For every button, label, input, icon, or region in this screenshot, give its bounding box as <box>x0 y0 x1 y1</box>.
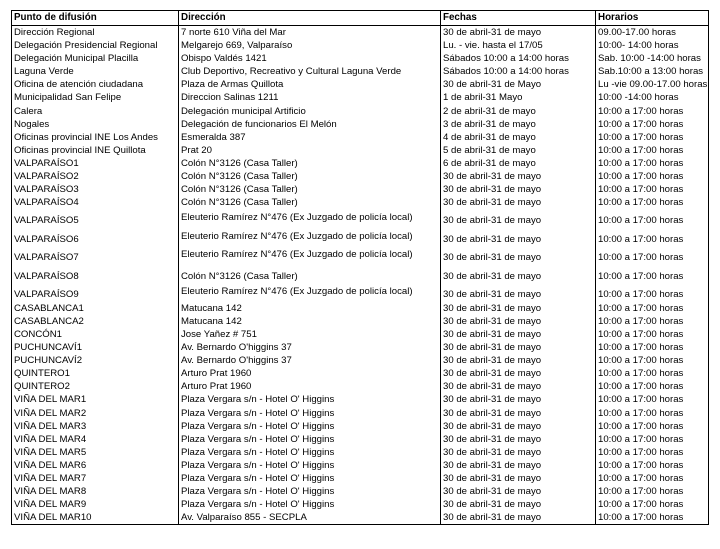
cell-horarios: 10:00 a 17:00 horas <box>598 394 684 406</box>
cell-horarios: 10:00 a 17:00 horas <box>598 433 684 445</box>
table-row <box>11 367 709 380</box>
table-row <box>11 183 709 196</box>
cell-direccion: Plaza Vergara s/n - Hotel O' Higgins <box>179 498 441 511</box>
cell-direccion: Matucana 142 <box>179 302 441 315</box>
cell-fechas: 30 de abril-31 de mayo <box>441 420 596 433</box>
cell-punto: VALPARAÍSO6 <box>12 228 179 247</box>
cell-direccion: Av. Valparaíso 855 - SECPLA <box>179 511 441 524</box>
cell-direccion: Arturo Prat 1960 <box>179 380 441 393</box>
table-row <box>11 380 709 393</box>
cell-direccion: Prat 20 <box>179 144 441 157</box>
cell-punto: VALPARAÍSO1 <box>12 157 179 170</box>
cell-horarios: 10:00 a 17:00 horas <box>598 381 684 393</box>
cell-fechas: 30 de abril-31 de mayo <box>441 328 596 341</box>
cell-direccion: Delegación municipal Artificio <box>179 105 441 118</box>
cell-horarios: 10:00 a 17:00 horas <box>598 355 684 367</box>
table-row <box>11 265 709 284</box>
cell-punto: Municipalidad San Felipe <box>12 91 179 104</box>
cell-fechas: 30 de abril-31 de mayo <box>441 228 596 247</box>
table-row <box>11 246 709 265</box>
cell-horarios: 09.00-17.00 horas <box>598 27 676 38</box>
cell-horarios: 10:00 a 17:00 horas <box>598 131 684 143</box>
cell-punto: Oficina de atención ciudadana <box>12 78 179 91</box>
header-punto: Punto de difusión <box>12 11 179 25</box>
cell-direccion: Colón N°3126 (Casa Taller) <box>179 265 441 284</box>
cell-fechas: 30 de abril-31 de mayo <box>441 209 596 228</box>
cell-punto: CONCÓN1 <box>12 328 179 341</box>
cell-punto: VALPARAÍSO7 <box>12 246 179 265</box>
cell-punto: VALPARAÍSO5 <box>12 209 179 228</box>
cell-fechas: 30 de abril-31 de mayo <box>441 315 596 328</box>
table-row <box>11 446 709 459</box>
cell-direccion: Plaza Vergara s/n - Hotel O' Higgins <box>179 446 441 459</box>
cell-fechas: Sábados 10:00 a 14:00 horas <box>441 52 596 65</box>
cell-punto: VALPARAÍSO3 <box>12 183 179 196</box>
cell-horarios: 10:00 a 17:00 horas <box>598 233 684 245</box>
cell-direccion: Eleuterio Ramírez N°476 (Ex Juzgado de policía local) <box>179 228 441 247</box>
cell-direccion: Av. Bernardo O'higgins 37 <box>179 354 441 367</box>
cell-fechas: Lu. - vie. hasta el 17/05 <box>441 39 596 52</box>
table-row <box>11 170 709 183</box>
cell-fechas: 30 de abril-31 de mayo <box>441 302 596 315</box>
cell-direccion: Plaza Vergara s/n - Hotel O' Higgins <box>179 485 441 498</box>
cell-horarios: 10:00 a 17:00 horas <box>598 171 684 183</box>
table-row <box>11 52 709 65</box>
cell-fechas: 6 de abril-31 de mayo <box>441 157 596 170</box>
cell-direccion: Delegación de funcionarios El Melón <box>179 118 441 131</box>
table-row <box>11 209 709 228</box>
cell-punto: VIÑA DEL MAR5 <box>12 446 179 459</box>
cell-fechas: 30 de abril-31 de mayo <box>441 446 596 459</box>
cell-horarios: 10:00 a 17:00 horas <box>598 459 684 471</box>
table-row <box>11 144 709 157</box>
cell-fechas: 2 de abril-31 de mayo <box>441 105 596 118</box>
cell-horarios: 10:00 a 17:00 horas <box>598 486 684 498</box>
cell-fechas: 30 de abril-31 de mayo <box>441 380 596 393</box>
cell-horarios: 10:00 a 17:00 horas <box>598 420 684 432</box>
cell-fechas: Sábados 10:00 a 14:00 horas <box>441 65 596 78</box>
cell-punto: VIÑA DEL MAR2 <box>12 407 179 420</box>
cell-horarios: 10:00 a 17:00 horas <box>598 252 684 264</box>
cell-horarios: 10:00 a 17:00 horas <box>598 407 684 419</box>
cell-fechas: 4 de abril-31 de mayo <box>441 131 596 144</box>
cell-punto: Delegación Presidencial Regional <box>12 39 179 52</box>
cell-direccion: Plaza de Armas Quillota <box>179 78 441 91</box>
cell-punto: VALPARAÍSO8 <box>12 265 179 284</box>
cell-punto: VIÑA DEL MAR10 <box>12 511 179 524</box>
cell-fechas: 30 de abril-31 de mayo <box>441 459 596 472</box>
table-row <box>11 485 709 498</box>
cell-horarios: 10:00 a 17:00 horas <box>598 270 684 282</box>
table-body <box>11 26 709 525</box>
table-row <box>11 157 709 170</box>
table-row <box>11 459 709 472</box>
cell-punto: VIÑA DEL MAR4 <box>12 433 179 446</box>
table-row <box>11 407 709 420</box>
table-row <box>11 26 709 39</box>
cell-punto: VIÑA DEL MAR7 <box>12 472 179 485</box>
cell-punto: Nogales <box>12 118 179 131</box>
cell-fechas: 30 de abril-31 de mayo <box>441 393 596 406</box>
cell-horarios: 10:00 a 17:00 horas <box>598 105 684 117</box>
cell-horarios: 10:00 a 17:00 horas <box>598 473 684 485</box>
cell-punto: VALPARAÍSO4 <box>12 196 179 209</box>
table-row <box>11 328 709 341</box>
cell-direccion: Colón N°3126 (Casa Taller) <box>179 196 441 209</box>
table-row <box>11 118 709 131</box>
table-row <box>11 315 709 328</box>
table-row <box>11 228 709 247</box>
cell-horarios: 10:00 a 17:00 horas <box>598 342 684 354</box>
cell-fechas: 30 de abril-31 de mayo <box>441 433 596 446</box>
header-direccion: Dirección <box>179 11 441 25</box>
cell-horarios: Lu -vie 09.00-17.00 horas <box>598 79 708 91</box>
cell-horarios: 10:00 a 17:00 horas <box>598 215 684 227</box>
cell-horarios: 10:00 a 17:00 horas <box>598 499 684 511</box>
cell-punto: VALPARAÍSO9 <box>12 283 179 302</box>
cell-fechas: 30 de abril-31 de mayo <box>441 485 596 498</box>
cell-horarios: 10:00 a 17:00 horas <box>598 512 684 524</box>
cell-punto: VIÑA DEL MAR9 <box>12 498 179 511</box>
cell-direccion: 7 norte 610 Viña del Mar <box>179 26 441 39</box>
cell-fechas: 30 de abril-31 de mayo <box>441 170 596 183</box>
cell-direccion: Club Deportivo, Recreativo y Cultural Laguna Verde <box>179 65 441 78</box>
cell-direccion: Colón N°3126 (Casa Taller) <box>179 183 441 196</box>
cell-direccion: Direccion Salinas 1211 <box>179 91 441 104</box>
cell-fechas: 30 de abril-31 de mayo <box>441 246 596 265</box>
cell-horarios: 10:00 a 17:00 horas <box>598 197 684 209</box>
cell-direccion: Obispo Valdés 1421 <box>179 52 441 65</box>
cell-horarios: 10:00 a 17:00 horas <box>598 368 684 380</box>
cell-punto: QUINTERO2 <box>12 380 179 393</box>
cell-fechas: 5 de abril-31 de mayo <box>441 144 596 157</box>
cell-fechas: 30 de abril-31 de mayo <box>441 196 596 209</box>
cell-fechas: 30 de abril-31 de mayo <box>441 472 596 485</box>
cell-direccion: Matucana 142 <box>179 315 441 328</box>
cell-punto: VALPARAÍSO2 <box>12 170 179 183</box>
cell-fechas: 30 de abril-31 de mayo <box>441 354 596 367</box>
cell-fechas: 3 de abril-31 de mayo <box>441 118 596 131</box>
cell-punto: VIÑA DEL MAR3 <box>12 420 179 433</box>
cell-direccion: Plaza Vergara s/n - Hotel O' Higgins <box>179 420 441 433</box>
cell-fechas: 1 de abril-31 Mayo <box>441 91 596 104</box>
cell-direccion: Plaza Vergara s/n - Hotel O' Higgins <box>179 472 441 485</box>
cell-horarios: 10:00 a 17:00 horas <box>598 118 684 130</box>
table-row <box>11 472 709 485</box>
table-row <box>11 78 709 91</box>
cell-direccion: Jose Yañez # 751 <box>179 328 441 341</box>
cell-direccion: Colón N°3126 (Casa Taller) <box>179 157 441 170</box>
table-row <box>11 498 709 511</box>
table-row <box>11 131 709 144</box>
table-row <box>11 39 709 52</box>
table-row <box>11 511 709 525</box>
cell-horarios: 10:00- 14:00 horas <box>598 40 679 52</box>
table-row <box>11 65 709 78</box>
cell-horarios: 10:00 a 17:00 horas <box>598 315 684 327</box>
cell-punto: CASABLANCA1 <box>12 302 179 315</box>
cell-horarios: 10:00 a 17:00 horas <box>598 184 684 196</box>
cell-punto: PUCHUNCAVÍ1 <box>12 341 179 354</box>
cell-direccion: Plaza Vergara s/n - Hotel O' Higgins <box>179 407 441 420</box>
cell-horarios: 10:00 -14:00 horas <box>598 92 679 104</box>
cell-punto: QUINTERO1 <box>12 367 179 380</box>
cell-horarios: 10:00 a 17:00 horas <box>598 289 684 301</box>
cell-punto: PUCHUNCAVÍ2 <box>12 354 179 367</box>
table-row <box>11 393 709 406</box>
cell-punto: VIÑA DEL MAR8 <box>12 485 179 498</box>
cell-direccion: Eleuterio Ramírez N°476 (Ex Juzgado de policía local) <box>179 246 441 265</box>
table-row <box>11 105 709 118</box>
cell-fechas: 30 de abril-31 de mayo <box>441 265 596 284</box>
cell-horarios: Sab. 10:00 -14:00 horas <box>598 53 701 65</box>
cell-fechas: 30 de abril-31 de Mayo <box>441 78 596 91</box>
table-row <box>11 91 709 104</box>
cell-horarios: Sab.10:00 a 13:00 horas <box>598 66 704 78</box>
cell-punto: Delegación Municipal Placilla <box>12 52 179 65</box>
cell-horarios: 10:00 a 17:00 horas <box>598 157 684 169</box>
cell-punto: Calera <box>12 105 179 118</box>
cell-punto: Oficinas provincial INE Quillota <box>12 144 179 157</box>
cell-fechas: 30 de abril-31 de mayo <box>441 511 596 524</box>
header-horarios: Horarios <box>598 12 639 23</box>
cell-direccion: Plaza Vergara s/n - Hotel O' Higgins <box>179 393 441 406</box>
cell-direccion: Arturo Prat 1960 <box>179 367 441 380</box>
cell-fechas: 30 de abril-31 de mayo <box>441 341 596 354</box>
table-row <box>11 341 709 354</box>
cell-punto: VIÑA DEL MAR1 <box>12 393 179 406</box>
cell-direccion: Av. Bernardo O'higgins 37 <box>179 341 441 354</box>
table-row <box>11 433 709 446</box>
cell-horarios: 10:00 a 17:00 horas <box>598 446 684 458</box>
cell-horarios: 10:00 a 17:00 horas <box>598 329 684 340</box>
cell-punto: Laguna Verde <box>12 65 179 78</box>
cell-fechas: 30 de abril-31 de mayo <box>441 498 596 511</box>
cell-direccion: Melgarejo 669, Valparaíso <box>179 39 441 52</box>
table-row <box>11 196 709 209</box>
cell-fechas: 30 de abril-31 de mayo <box>441 26 596 39</box>
cell-direccion: Plaza Vergara s/n - Hotel O' Higgins <box>179 433 441 446</box>
cell-horarios: 10:00 a 17:00 horas <box>598 302 684 314</box>
cell-fechas: 30 de abril-31 de mayo <box>441 183 596 196</box>
table-row <box>11 354 709 367</box>
cell-direccion: Colón N°3126 (Casa Taller) <box>179 170 441 183</box>
cell-direccion: Plaza Vergara s/n - Hotel O' Higgins <box>179 459 441 472</box>
header-fechas: Fechas <box>441 11 596 25</box>
cell-direccion: Eleuterio Ramírez N°476 (Ex Juzgado de policía local) <box>179 283 441 302</box>
cell-direccion: Eleuterio Ramírez N°476 (Ex Juzgado de policía local) <box>179 209 441 228</box>
table-header-row <box>11 10 709 26</box>
cell-punto: Dirección Regional <box>12 26 179 39</box>
cell-direccion: Esmeralda 387 <box>179 131 441 144</box>
table-row <box>11 283 709 302</box>
difusion-table <box>11 10 709 525</box>
cell-punto: CASABLANCA2 <box>12 315 179 328</box>
table-row <box>11 302 709 315</box>
cell-fechas: 30 de abril-31 de mayo <box>441 367 596 380</box>
cell-punto: VIÑA DEL MAR6 <box>12 459 179 472</box>
cell-horarios: 10:00 a 17:00 horas <box>598 144 684 156</box>
table-row <box>11 420 709 433</box>
cell-fechas: 30 de abril-31 de mayo <box>441 407 596 420</box>
cell-punto: Oficinas provincial INE Los Andes <box>12 131 179 144</box>
cell-fechas: 30 de abril-31 de mayo <box>441 283 596 302</box>
